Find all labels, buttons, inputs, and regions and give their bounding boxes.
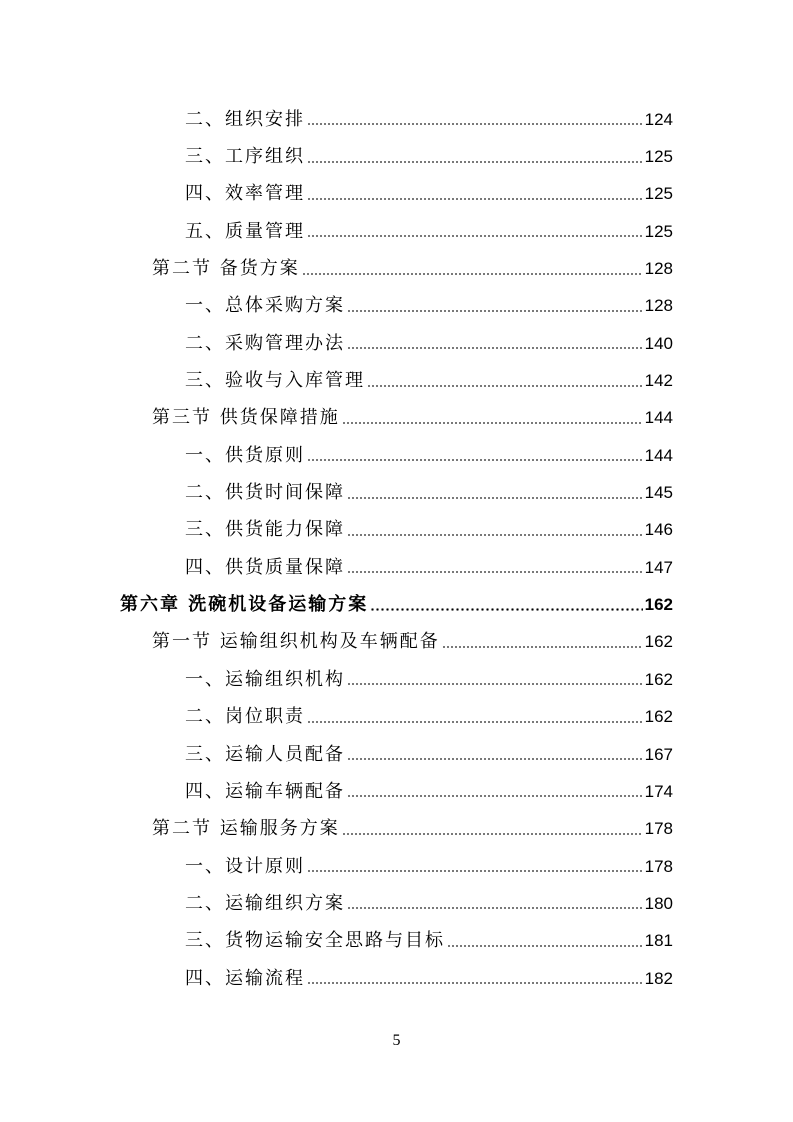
toc-entry-page: 142 [644, 371, 673, 391]
toc-entry-label: 三、供货能力保障 [185, 519, 345, 541]
toc-entry-label: 二、岗位职责 [185, 706, 305, 728]
toc-dot-leader [342, 833, 643, 835]
toc-entry-page: 147 [644, 557, 673, 577]
toc-subsection-entry[interactable] [0, 325, 793, 362]
toc-dot-leader [307, 161, 643, 163]
toc-entry-page: 178 [644, 819, 673, 839]
toc-dot-leader [307, 721, 643, 723]
toc-entry-label: 一、运输组织机构 [185, 668, 345, 690]
toc-subsection-entry[interactable] [0, 288, 793, 325]
toc-entry-label: 一、总体采购方案 [185, 295, 345, 317]
toc-dot-leader [307, 235, 643, 237]
toc-entry-label: 二、供货时间保障 [185, 482, 345, 504]
toc-dot-leader [347, 310, 643, 312]
toc-dot-leader [347, 683, 643, 685]
toc-entry-page: 146 [644, 520, 673, 540]
toc-entry-page: 162 [644, 707, 673, 727]
toc-entry-page: 178 [644, 856, 673, 876]
toc-dot-leader [307, 123, 643, 125]
toc-dot-leader [302, 273, 643, 275]
toc-entry-label: 第二节 运输服务方案 [152, 818, 340, 840]
toc-entry-page: 182 [644, 968, 673, 988]
toc-subsection-entry[interactable] [0, 661, 793, 698]
toc-entry-page: 124 [644, 109, 673, 129]
toc-subsection-entry[interactable] [0, 176, 793, 213]
toc-subsection-entry[interactable] [0, 736, 793, 773]
page-number: 5 [392, 1032, 401, 1049]
toc-dot-leader [347, 571, 643, 573]
toc-entry-page: 174 [644, 781, 673, 801]
toc-section-entry[interactable] [0, 811, 793, 848]
toc-entry-label: 五、质量管理 [185, 220, 305, 242]
toc-entry-page: 181 [644, 931, 673, 951]
toc-section-entry[interactable] [0, 250, 793, 287]
toc-entry-label: 二、组织安排 [185, 108, 305, 130]
toc-subsection-entry[interactable] [0, 138, 793, 175]
toc-entry-label: 一、供货原则 [185, 444, 305, 466]
toc-entry-label: 三、运输人员配备 [185, 743, 345, 765]
toc-chapter-entry[interactable] [0, 586, 793, 623]
toc-entry-label: 一、设计原则 [185, 855, 305, 877]
toc-entry-label: 第一节 运输组织机构及车辆配备 [152, 631, 440, 653]
toc-entry-page: 162 [644, 632, 673, 652]
toc-entry-page: 144 [644, 445, 673, 465]
toc-subsection-entry[interactable] [0, 773, 793, 810]
toc-dot-leader [347, 347, 643, 349]
toc-entry-page: 125 [644, 221, 673, 241]
toc-dot-leader [447, 945, 643, 947]
toc-dot-leader [307, 982, 643, 984]
toc-entry-page: 145 [644, 483, 673, 503]
toc-section-entry[interactable] [0, 400, 793, 437]
toc-dot-leader [370, 608, 642, 611]
toc-entry-label: 第六章 洗碗机设备运输方案 [120, 594, 369, 616]
toc-dot-leader [347, 907, 643, 909]
toc-dot-leader [347, 795, 643, 797]
toc-subsection-entry[interactable] [0, 362, 793, 399]
toc-dot-leader [347, 758, 643, 760]
toc-subsection-entry[interactable] [0, 512, 793, 549]
toc-dot-leader [307, 198, 643, 200]
toc-entry-page: 144 [644, 408, 673, 428]
toc-entry-label: 第三节 供货保障措施 [152, 407, 340, 429]
toc-subsection-entry[interactable] [0, 885, 793, 922]
toc-entry-label: 四、运输流程 [185, 967, 305, 989]
toc-subsection-entry[interactable] [0, 960, 793, 997]
toc-entry-page: 162 [644, 669, 673, 689]
toc-entry-page: 167 [644, 744, 673, 764]
toc-subsection-entry[interactable] [0, 923, 793, 960]
toc-dot-leader [307, 459, 643, 461]
toc-section-entry[interactable] [0, 624, 793, 661]
toc-subsection-entry[interactable] [0, 101, 793, 138]
toc-entry-label: 三、工序组织 [185, 146, 305, 168]
toc-entry-page: 162 [644, 595, 673, 615]
toc-subsection-entry[interactable] [0, 699, 793, 736]
toc-entry-page: 140 [644, 333, 673, 353]
toc-entry-label: 三、验收与入库管理 [185, 370, 365, 392]
toc-dot-leader [367, 385, 643, 387]
toc-entry-page: 125 [644, 184, 673, 204]
toc-entry-label: 二、运输组织方案 [185, 892, 345, 914]
toc-entry-page: 180 [644, 893, 673, 913]
toc-entry-label: 第二节 备货方案 [152, 258, 300, 280]
toc-entry-label: 四、效率管理 [185, 183, 305, 205]
toc-entry-page: 128 [644, 296, 673, 316]
toc-dot-leader [347, 534, 643, 536]
toc-subsection-entry[interactable] [0, 437, 793, 474]
toc-dot-leader [347, 497, 643, 499]
toc-entry-label: 四、供货质量保障 [185, 556, 345, 578]
toc-entry-page: 128 [644, 259, 673, 279]
toc-dot-leader [442, 646, 643, 648]
toc-entry-label: 二、采购管理办法 [185, 332, 345, 354]
toc-entry-label: 三、货物运输安全思路与目标 [185, 930, 445, 952]
toc-entry-label: 四、运输车辆配备 [185, 780, 345, 802]
toc-subsection-entry[interactable] [0, 848, 793, 885]
toc-dot-leader [342, 422, 643, 424]
toc-dot-leader [307, 870, 643, 872]
table-of-contents [0, 101, 793, 997]
toc-subsection-entry[interactable] [0, 474, 793, 511]
toc-entry-page: 125 [644, 147, 673, 167]
toc-subsection-entry[interactable] [0, 549, 793, 586]
toc-subsection-entry[interactable] [0, 213, 793, 250]
